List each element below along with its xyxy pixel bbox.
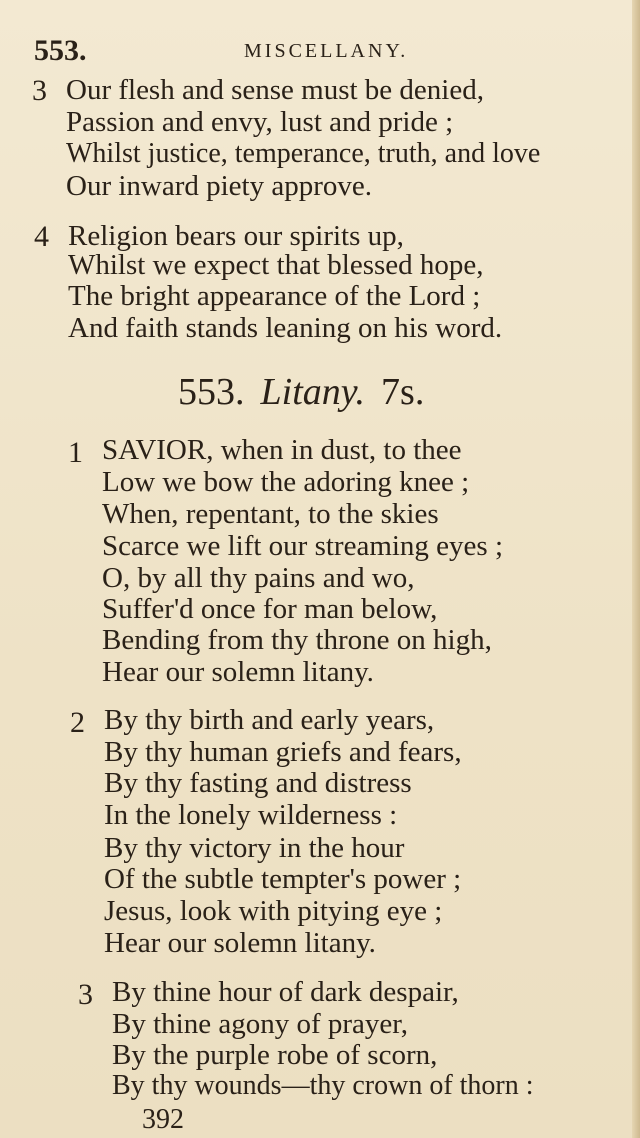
verse-line: By thy birth and early years, [104, 704, 435, 736]
verse-line: By thy wounds—thy crown of thorn : [112, 1070, 534, 1101]
verse-line: Suffer'd once for man below, [102, 593, 438, 625]
verse-line: O, by all thy pains and wo, [102, 562, 415, 594]
verse-line: Low we bow the adoring knee ; [102, 466, 470, 498]
page-gutter [632, 0, 640, 1138]
verse-line: Our inward piety approve. [66, 170, 373, 202]
verse-line: Religion bears our spirits up, [68, 220, 404, 252]
verse-line: By thy human griefs and fears, [104, 736, 462, 768]
verse-line: In the lonely wilderness : [104, 799, 398, 831]
verse-line: Passion and envy, lust and pride ; [66, 106, 454, 138]
verse-line: And faith stands leaning on his word. [68, 312, 503, 344]
verse-line: Bending from thy throne on high, [102, 624, 492, 656]
verse-line: Whilst justice, temperance, truth, and love [66, 138, 541, 169]
verse-line: Of the subtle tempter's power ; [104, 863, 462, 895]
verse-line: SAVIOR, when in dust, to thee [102, 434, 462, 466]
verse-line: By thy fasting and distress [104, 767, 412, 799]
verse-line: By thine hour of dark despair, [112, 976, 459, 1008]
header-section-title: MISCELLANY. [244, 40, 409, 62]
hymn-meter: 7s. [381, 371, 425, 413]
verse-line: By thy victory in the hour [104, 832, 405, 864]
stanza-number: 1 [68, 436, 83, 469]
running-header [34, 34, 640, 74]
hymn-number: 553. [178, 371, 245, 413]
hymn-heading [178, 370, 424, 414]
hymn-title: Litany. [260, 371, 366, 413]
stanza-number: 4 [34, 220, 49, 253]
stanza-number: 2 [70, 706, 85, 739]
verse-line: The bright appearance of the Lord ; [68, 280, 481, 312]
verse-line: Our flesh and sense must be denied, [66, 74, 484, 106]
verse-line: Scarce we lift our streaming eyes ; [102, 530, 504, 562]
page-number: 392 [142, 1104, 184, 1135]
verse-line: Hear our solemn litany. [102, 656, 374, 688]
verse-line: By the purple robe of scorn, [112, 1039, 438, 1071]
header-hymn-number: 553. [34, 34, 87, 67]
verse-line: When, repentant, to the skies [102, 498, 439, 530]
verse-line: Whilst we expect that blessed hope, [68, 249, 484, 281]
verse-line: By thine agony of prayer, [112, 1008, 409, 1040]
verse-line: Hear our solemn litany. [104, 927, 376, 959]
stanza-number: 3 [78, 978, 93, 1011]
stanza-number: 3 [32, 74, 47, 107]
verse-line: Jesus, look with pitying eye ; [104, 895, 443, 927]
